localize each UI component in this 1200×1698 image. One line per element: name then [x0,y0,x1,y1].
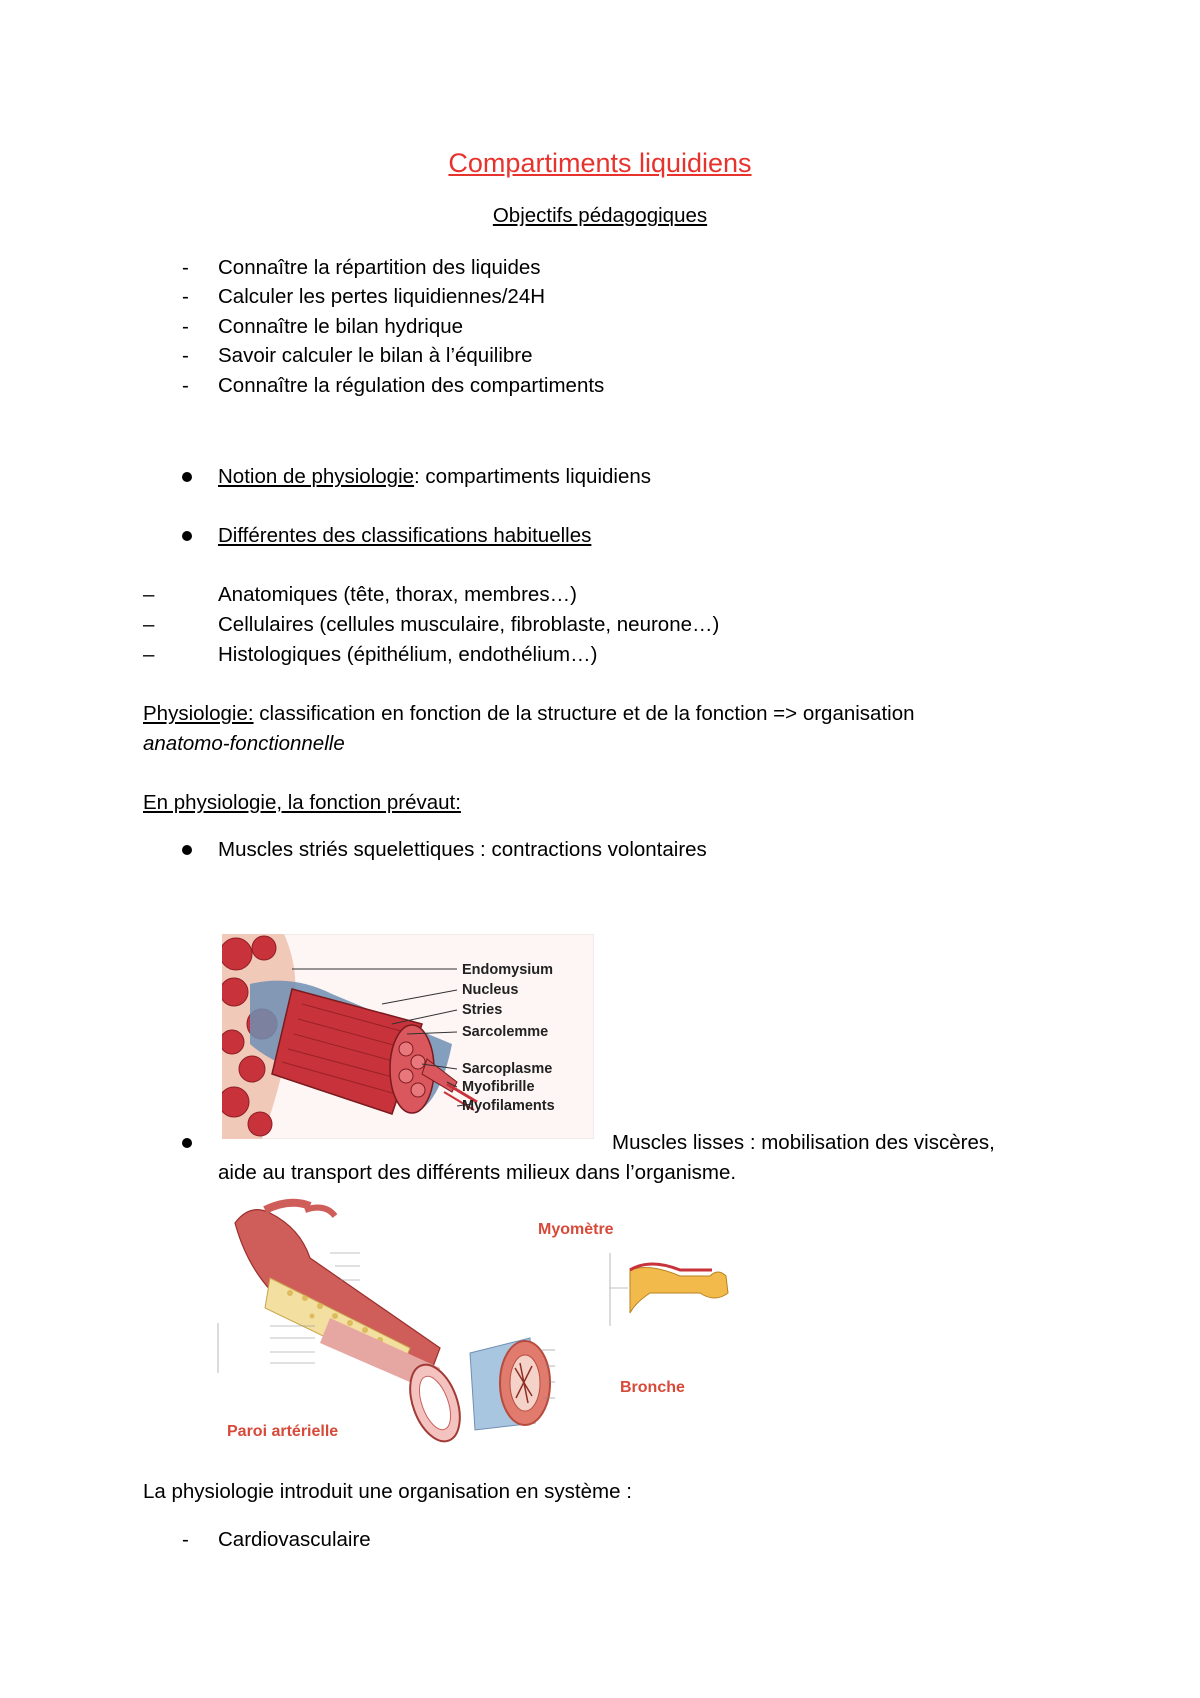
label-paroi-arterielle: Paroi artérielle [227,1423,339,1440]
bullet-dot [182,845,192,855]
classification-item: Cellulaires (cellules musculaire, fibroblaste, neurone…) [218,613,720,636]
label-myometre: Myomètre [538,1221,614,1238]
dash-marker: - [182,285,189,308]
label-bronche: Bronche [620,1379,685,1396]
label-sarcoplasme: Sarcoplasme [462,1061,553,1077]
smooth-muscle-figure [210,1198,760,1448]
muscles-lisses-text-2: aide au transport des différents milieux dans l’organisme. [218,1161,737,1184]
objective-item: Connaître la régulation des compartiments [218,374,605,397]
objective-item: Savoir calculer le bilan à l’équilibre [218,344,533,367]
physiologie-line [143,701,915,727]
objective-item: Calculer les pertes liquidiennes/24H [218,285,546,308]
dash-marker: - [182,256,189,279]
bronche-illustration [470,1338,550,1430]
objective-item: Connaître la répartition des liquides [218,256,541,279]
label-nucleus: Nucleus [462,982,519,998]
systeme-intro: La physiologie introduit une organisation en système : [143,1480,632,1503]
myometre-illustration [610,1253,728,1326]
label-myofilaments: Myofilaments [462,1098,555,1114]
endash-marker: – [143,643,155,666]
notion-label: Notion de physiologie [218,465,415,488]
classification-item: Histologiques (épithélium, endothélium…) [218,643,598,666]
label-endomysium: Endomysium [462,962,554,978]
classification-item: Anatomiques (tête, thorax, membres…) [218,583,577,606]
artery-wall-illustration [235,1203,469,1448]
label-sarcolemme: Sarcolemme [462,1024,549,1040]
notion-text: : compartiments liquidiens [414,465,652,488]
physiologie-italic: anatomo-fonctionnelle [143,732,345,755]
bullet-dot [182,531,192,541]
objective-item: Connaître le bilan hydrique [218,315,464,338]
physiologie-label: Physiologie: [143,702,254,725]
classifications-heading: Différentes des classifications habituelles [218,524,592,547]
skeletal-muscle-figure [222,934,594,1139]
bullet-dot [182,1138,192,1148]
physiologie-text: classification en fonction de la structure et de la fonction => organisation [253,702,915,725]
dash-marker: - [182,315,189,338]
label-myofibrille: Myofibrille [462,1079,535,1095]
dash-marker: - [182,374,189,397]
endash-marker: – [143,613,155,636]
dash-marker: - [182,344,189,367]
muscles-stries-text: Muscles striés squelettiques : contractions volontaires [218,838,707,861]
muscles-lisses-text-1: Muscles lisses : mobilisation des viscères, [612,1131,995,1154]
system-item: Cardiovasculaire [218,1528,371,1551]
bullet-dot [182,472,192,482]
endash-marker: – [143,583,155,606]
fonction-heading: En physiologie, la fonction prévaut: [143,791,461,814]
label-stries: Stries [462,1002,503,1018]
notion-line [218,464,651,490]
dash-marker: - [182,1528,189,1551]
page-subtitle: Objectifs pédagogiques [492,204,708,227]
page-title: Compartiments liquidiens [448,148,752,178]
